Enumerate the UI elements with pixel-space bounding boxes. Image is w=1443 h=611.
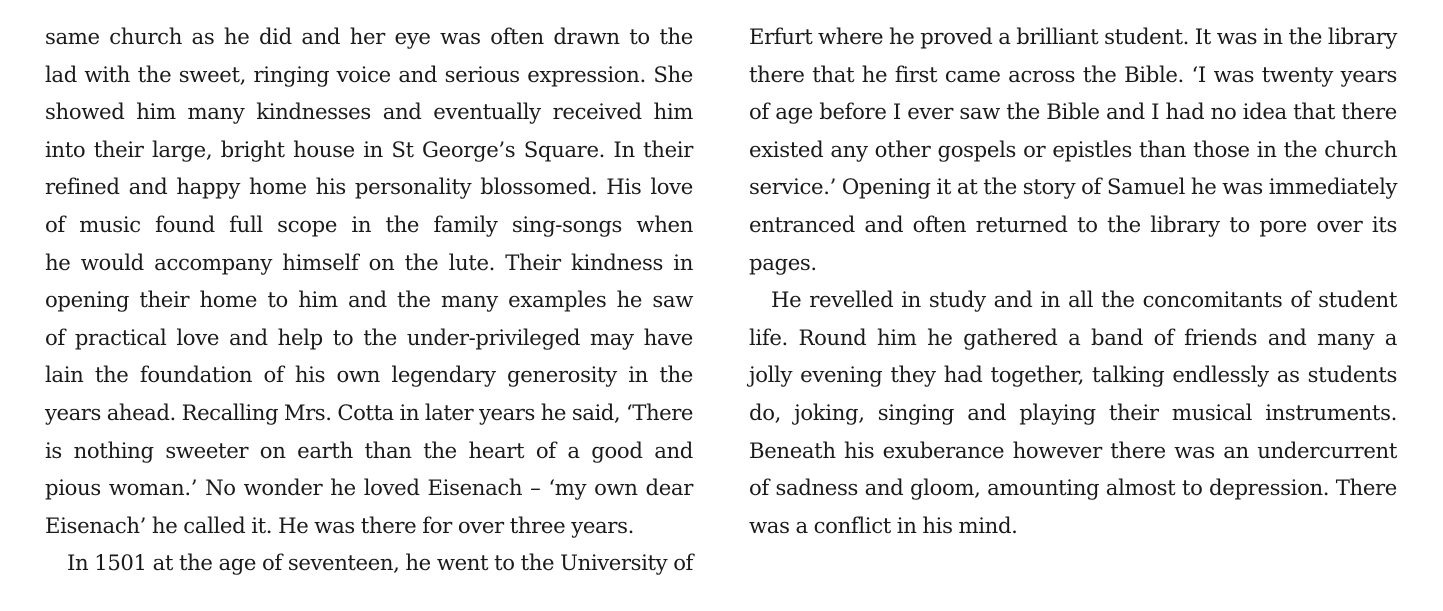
text-line: is nothing sweeter on earth than the heart of a good and — [45, 437, 693, 463]
text-line: of age before I ever saw the Bible and I had no idea that there — [749, 99, 1397, 125]
text-line: was a conflict in his mind. — [749, 512, 1018, 538]
left-text-column — [45, 18, 693, 582]
text-line: service.’ Opening it at the story of Samuel he was immediately — [749, 174, 1398, 200]
text-line: of music found full scope in the family sing-songs when — [45, 211, 693, 237]
text-line: of practical love and help to the under-privileged may have — [45, 324, 693, 350]
text-line: there that he first came across the Bible. ‘I was twenty years — [749, 61, 1397, 87]
text-line: Eisenach’ he called it. He was there for over three years. — [45, 512, 634, 538]
text-line: lain the foundation of his own legendary generosity in the — [45, 362, 693, 388]
text-line: opening their home to him and the many examples he saw — [45, 287, 693, 313]
text-line: Erfurt where he proved a brilliant student. It was in the library — [749, 24, 1397, 49]
text-line: entranced and often returned to the library to pore over its — [749, 211, 1397, 237]
text-line: of sadness and gloom, amounting almost to depression. There — [749, 475, 1397, 501]
text-line: years ahead. Recalling Mrs. Cotta in later years he said, ‘There — [45, 399, 693, 425]
text-line: showed him many kindnesses and eventually received him — [45, 99, 693, 125]
text-line: into their large, bright house in St George’s Square. In their — [45, 136, 693, 162]
text-line: same church as he did and her eye was often drawn to the — [45, 24, 693, 49]
text-line: refined and happy home his personality blossomed. His love — [45, 174, 693, 200]
text-line: jolly evening they had together, talking endlessly as students — [749, 362, 1397, 388]
text-line: He revelled in study and in all the concomitants of student — [771, 287, 1397, 313]
text-line: pious woman.’ No wonder he loved Eisenach – ‘my own dear — [45, 475, 693, 501]
text-line: he would accompany himself on the lute. Their kindness in — [45, 249, 693, 275]
text-line: Beneath his exuberance however there was an undercurrent — [749, 437, 1397, 463]
text-line: existed any other gospels or epistles than those in the church — [749, 136, 1397, 162]
right-text-column — [749, 18, 1397, 544]
text-line: do, joking, singing and playing their musical instruments. — [749, 399, 1397, 425]
text-line: life. Round him he gathered a band of friends and many a — [749, 324, 1397, 350]
text-line: In 1501 at the age of seventeen, he went to the University of — [67, 550, 693, 576]
text-line: lad with the sweet, ringing voice and serious expression. She — [45, 61, 693, 87]
text-line: pages. — [749, 249, 817, 275]
